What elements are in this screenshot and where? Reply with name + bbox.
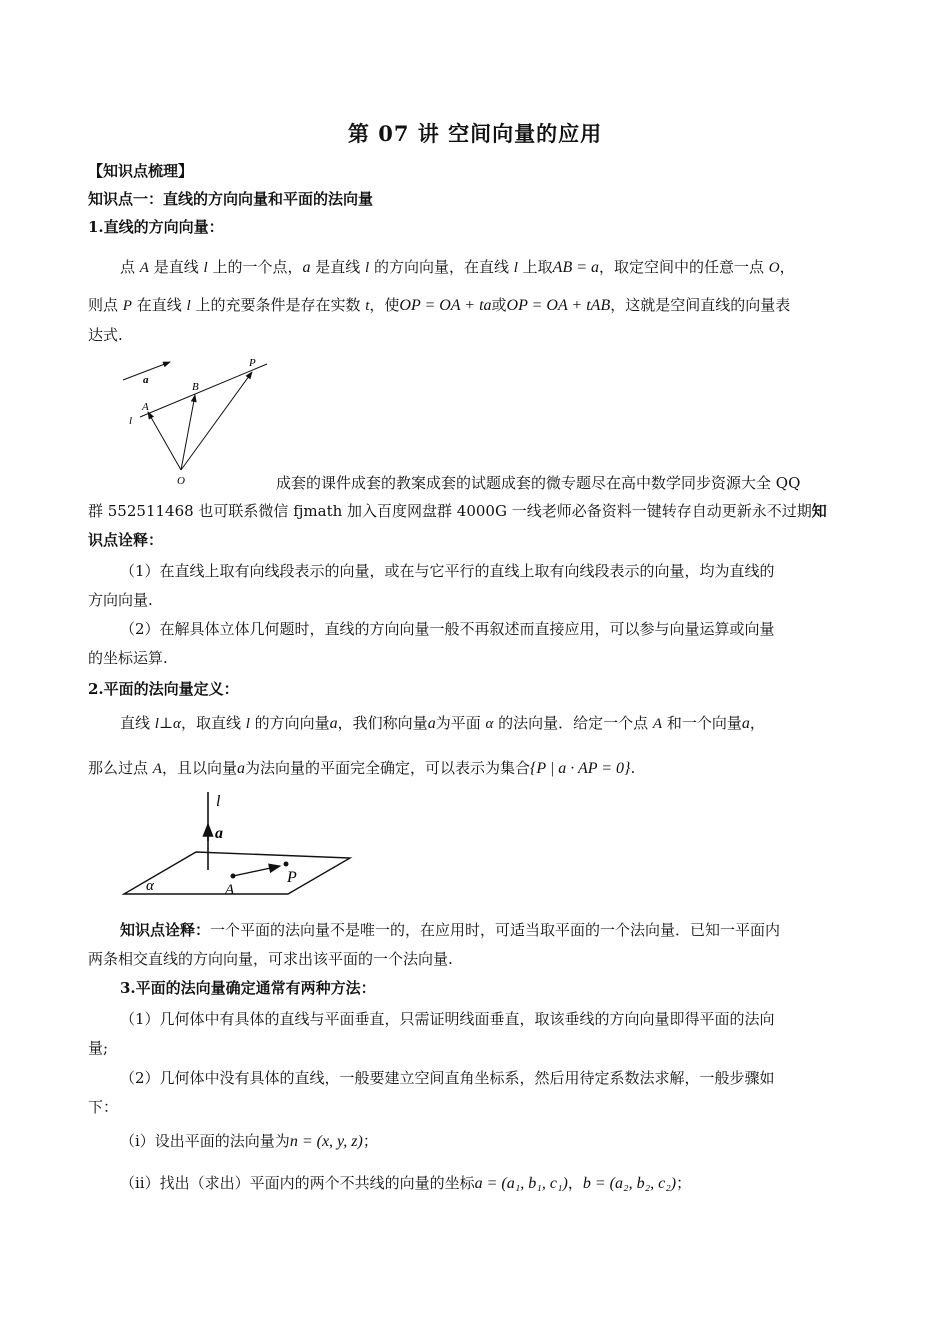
kp1-p1-line1: 点 A 是直线 l 上的一个点，a 是直线 l 的方向向量，在直线 l 上取AB = a，取定空间中的任意一点 O， <box>120 258 795 276</box>
eq-op-tab: OP = OA + tAB <box>506 297 611 314</box>
eq-op-ta: OP = OA + ta <box>399 297 492 314</box>
kp3-method2-b: 下： <box>88 1098 119 1116</box>
kp3-method1-a: （1）几何体中有具体的直线与平面垂直，只需证明线面垂直，取该垂线的方向向量即得平面的法向 <box>120 1010 775 1028</box>
kp1-p1-line3: 达式. <box>88 326 123 344</box>
section-header: 【知识点梳理】 <box>88 162 194 180</box>
fig2-label-a: a <box>215 825 223 842</box>
kp1-note1-b: 方向向量. <box>88 591 153 609</box>
fig1-label-P: P <box>249 357 256 369</box>
fig1-label-l: l <box>129 415 133 427</box>
kp3-step1: （i）设出平面的法向量为n = (x, y, z)； <box>120 1132 378 1150</box>
fig2-label-A: A <box>225 882 235 898</box>
fig2-label-alpha: α <box>146 878 154 894</box>
ad-line2: 群 552511468 也可联系微信 fjmath 加入百度网盘群 4000G 一线老师必备资料一键转存自动更新永不过期知 <box>88 502 827 520</box>
vector-a: a <box>302 259 311 276</box>
fig1-label-A: A <box>142 401 149 413</box>
kp2-note-line1: 知识点诠释：一个平面的法向量不是唯一的，在应用时，可适当取平面的一个法向量．已知一平面内 <box>120 921 781 939</box>
kp1-heading: 知识点一：直线的方向向量和平面的法向量 <box>88 190 374 208</box>
kp1-p1-line2: 则点 P 在直线 l 上的充要条件是存在实数 t，使OP = OA + ta或OP = OA + tAB，这就是空间直线的向量表 <box>88 296 791 314</box>
fig1-label-B: B <box>192 381 199 393</box>
fig1-label-O: O <box>177 475 185 487</box>
fig2-label-l: l <box>216 793 221 810</box>
fig2-label-P: P <box>287 869 297 886</box>
eq-ab-a: AB = a <box>552 259 600 276</box>
kp3-step2: （ii）找出（求出）平面内的两个不共线的向量的坐标a = (a₁, b₁, c₁)，b = (a₂, b₂, c₂)； <box>120 1174 692 1192</box>
kp2-line1: 直线 l⊥α，取直线 l 的方向向量a，我们称向量a为平面 α 的法向量．给定一个点 A 和一个向量a， <box>120 714 765 732</box>
kp2-note-line2: 两条相交直线的方向向量，可求出该平面的一个法向量. <box>88 950 453 968</box>
kp1-note2-a: （2）在解具体立体几何题时，直线的方向向量一般不再叙述而直接应用，可以参与向量运算或向量 <box>120 620 775 638</box>
eq-vector-b: b = (a₂, b₂, c₂) <box>582 1175 677 1192</box>
kp1-note1-a: （1）在直线上取有向线段表示的向量，或在与它平行的直线上取有向线段表示的向量，均为直线的 <box>120 562 775 580</box>
kp1-sub1: 1.直线的方向向量： <box>88 218 224 236</box>
figure-line-direction-vector <box>115 352 275 492</box>
page-title: 第 07 讲 空间向量的应用 <box>347 121 603 146</box>
kp1-note-head: 识点诠释： <box>88 531 164 549</box>
kp2-line2: 那么过点 A，且以向量a为法向量的平面完全确定，可以表示为集合{P | a · AP = 0}. <box>88 759 636 777</box>
kp3-sub3: 3.平面的法向量确定通常有两种方法： <box>120 979 376 997</box>
figure-plane-normal-vector <box>118 786 358 902</box>
kp3-method1-b: 量; <box>88 1039 109 1057</box>
kp3-method2-a: （2）几何体中没有具体的直线，一般要建立空间直角坐标系，然后用待定系数法求解，一般步骤如 <box>120 1069 775 1087</box>
kp1-note2-b: 的坐标运算. <box>88 649 168 667</box>
kp2-sub2: 2.平面的法向量定义： <box>88 680 239 698</box>
set-expression: {P | a · AP = 0} <box>529 760 631 777</box>
ad-line1: 成套的课件成套的教案成套的试题成套的微专题尽在高中数学同步资源大全 QQ <box>276 474 801 492</box>
fig1-label-a: a <box>143 374 149 386</box>
eq-vector-a: a = (a₁, b₁, c₁) <box>474 1175 568 1192</box>
eq-normal-vector: n = (x, y, z) <box>289 1133 363 1150</box>
